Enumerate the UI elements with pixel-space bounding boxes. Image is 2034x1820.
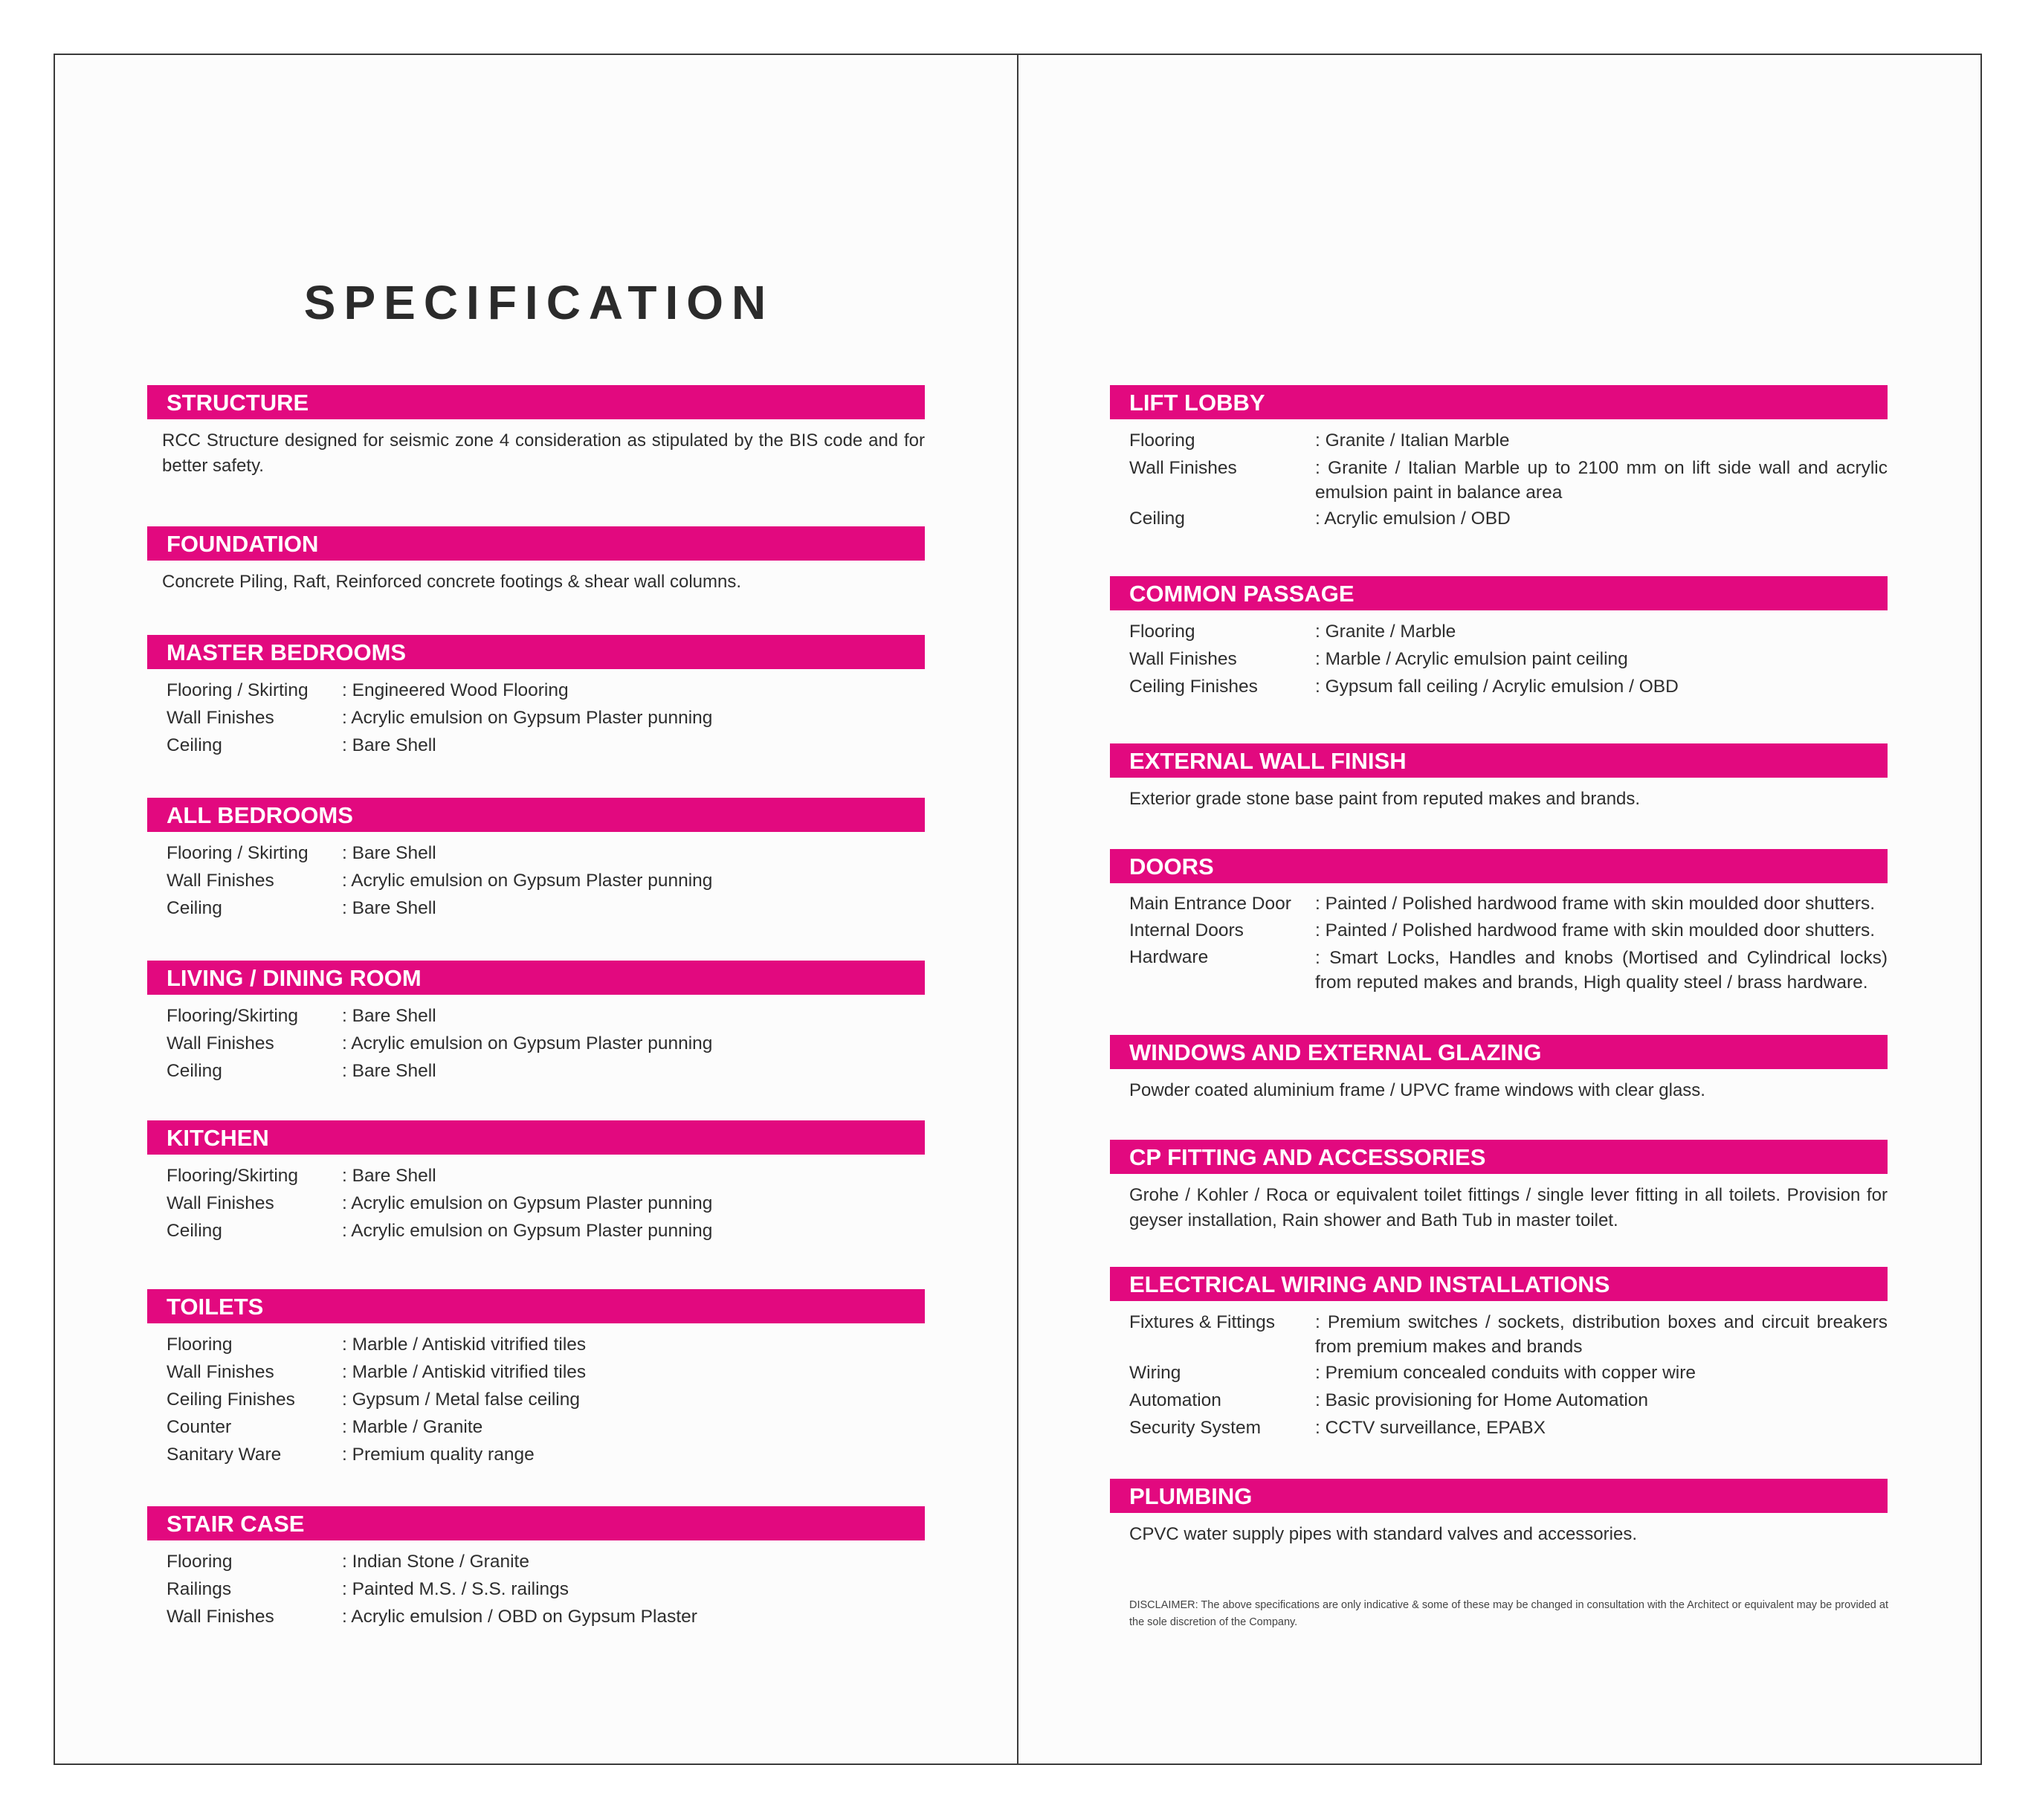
section-text: Concrete Piling, Raft, Reinforced concrete footings & shear wall columns. bbox=[162, 572, 742, 592]
section-external-wall-finish bbox=[1110, 743, 1888, 812]
spec-label: Railings bbox=[167, 1579, 232, 1599]
spec-label: Flooring bbox=[1129, 622, 1195, 642]
spec-value: : Painted / Polished hardwood frame with skin moulded door shutters. bbox=[1315, 894, 1876, 914]
section-stair-case bbox=[147, 1506, 925, 1630]
spec-value: : Bare Shell bbox=[342, 1166, 436, 1186]
spec-row bbox=[147, 1386, 925, 1413]
spec-row bbox=[147, 1331, 925, 1358]
spec-label: Security System bbox=[1129, 1418, 1261, 1438]
section-text: Grohe / Kohler / Roca or equivalent toilet fittings / single lever fitting in all toilets. Provision for geyser installation, Rain shower and Bath Tub in master toilet. bbox=[1129, 1185, 1888, 1230]
spec-row bbox=[1110, 944, 1888, 995]
spec-row bbox=[147, 867, 925, 894]
spec-label: Wiring bbox=[1129, 1363, 1181, 1383]
spec-row bbox=[1110, 618, 1888, 645]
section-structure bbox=[147, 385, 925, 479]
spec-value: : Premium switches / sockets, distribution boxes and circuit breakers from premium makes and brands bbox=[1315, 1312, 1888, 1357]
spec-value: : Acrylic emulsion on Gypsum Plaster punning bbox=[342, 1033, 713, 1053]
spec-value: : Indian Stone / Granite bbox=[342, 1552, 529, 1572]
spec-label: Fixtures & Fittings bbox=[1129, 1312, 1276, 1332]
section-lift-lobby bbox=[1110, 385, 1888, 532]
spec-row bbox=[1110, 1387, 1888, 1414]
spec-label: Wall Finishes bbox=[167, 708, 274, 728]
spec-value: : Marble / Granite bbox=[342, 1417, 483, 1437]
spec-value: : Bare Shell bbox=[342, 1061, 436, 1081]
spec-row bbox=[1110, 505, 1888, 532]
spec-row bbox=[147, 704, 925, 732]
section-heading: DOORS bbox=[1110, 849, 1888, 883]
section-foundation bbox=[147, 526, 925, 595]
spec-label: Flooring / Skirting bbox=[167, 680, 309, 700]
page-title: SPECIFICATION bbox=[303, 276, 775, 329]
spec-value: : Marble / Acrylic emulsion paint ceiling bbox=[1315, 649, 1628, 669]
section-heading: CP FITTING AND ACCESSORIES bbox=[1110, 1140, 1888, 1174]
spec-value: : Acrylic emulsion on Gypsum Plaster punning bbox=[342, 1193, 713, 1213]
spec-value: : Gypsum fall ceiling / Acrylic emulsion / OBD bbox=[1315, 677, 1679, 697]
spec-label: Flooring bbox=[167, 1552, 233, 1572]
spec-label: Ceiling bbox=[167, 735, 222, 755]
spec-label: Flooring/Skirting bbox=[167, 1006, 299, 1026]
spec-value: : Bare Shell bbox=[342, 843, 436, 863]
spec-value: : Premium quality range bbox=[342, 1445, 535, 1465]
section-all-bedrooms bbox=[147, 798, 925, 922]
spec-label: Wall Finishes bbox=[1129, 649, 1237, 669]
spec-value: : CCTV surveillance, EPABX bbox=[1315, 1418, 1546, 1438]
spec-value: : Painted / Polished hardwood frame with skin moulded door shutters. bbox=[1315, 920, 1876, 940]
spec-row bbox=[1110, 1308, 1888, 1359]
spec-value: : Bare Shell bbox=[342, 1006, 436, 1026]
spec-label: Flooring bbox=[167, 1335, 233, 1355]
spec-label: Ceiling Finishes bbox=[167, 1390, 295, 1410]
spec-row bbox=[1110, 645, 1888, 673]
spec-row bbox=[1110, 891, 1888, 917]
section-heading: COMMON PASSAGE bbox=[1110, 576, 1888, 610]
spec-label: Wall Finishes bbox=[167, 1193, 274, 1213]
spec-row bbox=[147, 1358, 925, 1386]
section-text: Powder coated aluminium frame / UPVC frame windows with clear glass. bbox=[1129, 1080, 1705, 1100]
section-heading: FOUNDATION bbox=[147, 526, 925, 561]
section-master-bedrooms bbox=[147, 635, 925, 759]
spec-row bbox=[1110, 454, 1888, 505]
spec-label: Ceiling bbox=[167, 898, 222, 918]
spec-label: Ceiling bbox=[167, 1221, 222, 1241]
disclaimer: DISCLAIMER: The above specifications are only indicative & some of these may be changed in consultation with the Architect or equivalent may be provided at the sole discretion of the Company. bbox=[1129, 1599, 1888, 1628]
spec-row bbox=[147, 894, 925, 922]
spec-row bbox=[147, 1548, 925, 1575]
spec-row bbox=[147, 1190, 925, 1217]
spec-row bbox=[147, 1162, 925, 1190]
section-cp-fitting bbox=[1110, 1140, 1888, 1233]
spec-row bbox=[147, 677, 925, 704]
spec-row bbox=[1110, 917, 1888, 944]
spec-row bbox=[1110, 673, 1888, 700]
section-heading: ELECTRICAL WIRING AND INSTALLATIONS bbox=[1110, 1267, 1888, 1301]
spec-label: Internal Doors bbox=[1129, 920, 1244, 940]
section-heading: MASTER BEDROOMS bbox=[147, 635, 925, 669]
spec-value: : Marble / Antiskid vitrified tiles bbox=[342, 1335, 587, 1355]
section-living-dining bbox=[147, 961, 925, 1085]
section-text: CPVC water supply pipes with standard valves and accessories. bbox=[1129, 1524, 1637, 1544]
section-common-passage bbox=[1110, 576, 1888, 700]
section-heading: KITCHEN bbox=[147, 1120, 925, 1155]
spec-value: : Acrylic emulsion / OBD bbox=[1315, 509, 1511, 529]
spec-value: : Premium concealed conduits with copper wire bbox=[1315, 1363, 1696, 1383]
section-doors bbox=[1110, 849, 1888, 995]
spec-row bbox=[147, 1217, 925, 1245]
spec-value: : Bare Shell bbox=[342, 898, 436, 918]
spec-label: Ceiling Finishes bbox=[1129, 677, 1258, 697]
section-heading: STRUCTURE bbox=[147, 385, 925, 419]
spec-row bbox=[147, 1575, 925, 1603]
spec-value: : Engineered Wood Flooring bbox=[342, 680, 569, 700]
spec-value: : Bare Shell bbox=[342, 735, 436, 755]
spec-row bbox=[147, 1603, 925, 1630]
spec-value: : Acrylic emulsion on Gypsum Plaster punning bbox=[342, 1221, 713, 1241]
spec-label: Wall Finishes bbox=[167, 1362, 274, 1382]
spec-value: : Granite / Marble bbox=[1315, 622, 1456, 642]
section-heading: WINDOWS AND EXTERNAL GLAZING bbox=[1110, 1035, 1888, 1069]
section-heading: EXTERNAL WALL FINISH bbox=[1110, 743, 1888, 778]
section-heading: LIVING / DINING ROOM bbox=[147, 961, 925, 995]
spec-row bbox=[147, 1413, 925, 1441]
spec-label: Wall Finishes bbox=[167, 871, 274, 891]
spec-label: Automation bbox=[1129, 1390, 1221, 1410]
section-heading: STAIR CASE bbox=[147, 1506, 925, 1540]
section-heading: ALL BEDROOMS bbox=[147, 798, 925, 832]
section-text: Exterior grade stone base paint from reputed makes and brands. bbox=[1129, 789, 1641, 809]
spec-label: Wall Finishes bbox=[167, 1033, 274, 1053]
spec-row bbox=[1110, 1414, 1888, 1442]
section-heading: PLUMBING bbox=[1110, 1479, 1888, 1513]
spec-row bbox=[147, 1030, 925, 1057]
spec-label: Main Entrance Door bbox=[1129, 894, 1291, 914]
spec-value: : Acrylic emulsion on Gypsum Plaster punning bbox=[342, 871, 713, 891]
spec-label: Hardware bbox=[1129, 947, 1209, 967]
spec-value: : Marble / Antiskid vitrified tiles bbox=[342, 1362, 587, 1382]
spec-label: Counter bbox=[167, 1417, 232, 1437]
section-heading: LIFT LOBBY bbox=[1110, 385, 1888, 419]
spec-row bbox=[1110, 1359, 1888, 1387]
page-divider bbox=[1017, 54, 1018, 1765]
spec-value: : Granite / Italian Marble bbox=[1315, 430, 1510, 451]
spec-row bbox=[147, 1441, 925, 1468]
spec-label: Ceiling bbox=[167, 1061, 222, 1081]
section-heading: TOILETS bbox=[147, 1289, 925, 1323]
spec-row bbox=[147, 1002, 925, 1030]
section-toilets bbox=[147, 1289, 925, 1468]
spec-value: : Acrylic emulsion on Gypsum Plaster punning bbox=[342, 708, 713, 728]
spec-row bbox=[147, 1057, 925, 1085]
spec-row bbox=[147, 839, 925, 867]
spec-row bbox=[147, 732, 925, 759]
spec-value: : Gypsum / Metal false ceiling bbox=[342, 1390, 580, 1410]
spec-row bbox=[1110, 427, 1888, 454]
section-text: RCC Structure designed for seismic zone 4 consideration as stipulated by the BIS code and for better safety. bbox=[162, 430, 925, 476]
section-plumbing bbox=[1110, 1479, 1888, 1547]
spec-value: : Granite / Italian Marble up to 2100 mm on lift side wall and acrylic emulsion paint in balance area bbox=[1315, 458, 1888, 503]
spec-value: : Painted M.S. / S.S. railings bbox=[342, 1579, 569, 1599]
spec-value: : Basic provisioning for Home Automation bbox=[1315, 1390, 1649, 1410]
spec-value: : Smart Locks, Handles and knobs (Mortised and Cylindrical locks) from reputed makes and brands, High quality steel / brass hardware. bbox=[1315, 948, 1888, 993]
spec-label: Sanitary Ware bbox=[167, 1445, 282, 1465]
spec-label: Wall Finishes bbox=[167, 1607, 274, 1627]
spec-value: : Acrylic emulsion / OBD on Gypsum Plaster bbox=[342, 1607, 697, 1627]
section-electrical bbox=[1110, 1267, 1888, 1442]
section-windows bbox=[1110, 1035, 1888, 1103]
section-kitchen bbox=[147, 1120, 925, 1245]
spec-label: Flooring/Skirting bbox=[167, 1166, 299, 1186]
spec-label: Flooring bbox=[1129, 430, 1195, 451]
spec-label: Wall Finishes bbox=[1129, 458, 1237, 478]
spec-label: Ceiling bbox=[1129, 509, 1185, 529]
spec-label: Flooring / Skirting bbox=[167, 843, 309, 863]
